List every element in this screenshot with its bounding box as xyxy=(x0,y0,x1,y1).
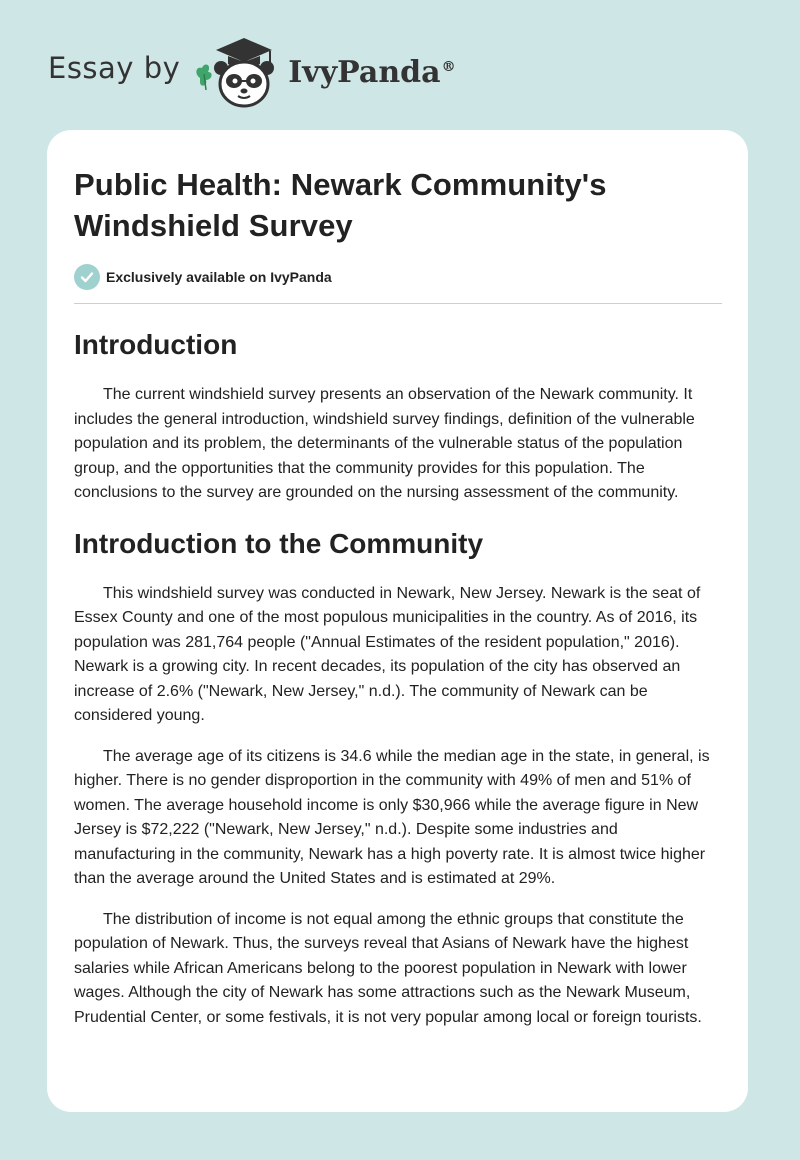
section-heading-introduction: Introduction xyxy=(74,329,238,360)
checkmark-circle-icon xyxy=(74,264,100,290)
paragraph: The distribution of income is not equal among the ethnic groups that constitute the population of Newark. Thus, the surveys reveal that Asians of Newark have the highest salaries while African Americans belong to the poorest population in Newark with lower wages. Although the city of Newark has some attractions such as the Newark Museum, Prudential Center, or some festivals, it is not very popular among local or foreign tourists. xyxy=(74,910,702,1026)
paragraph: The current windshield survey presents an observation of the Newark community. It includes the general introduction, windshield survey findings, definition of the vulnerable population and its problem, the determinants of the vulnerable status of the population group, and the opportunities that the community provides for this population. The conclusions to the survey are grounded on the nursing assessment of the community. xyxy=(74,386,695,501)
brand-logo[interactable] xyxy=(48,34,456,110)
ivy-leaf-icon xyxy=(197,65,212,90)
exclusive-badge xyxy=(74,263,722,290)
brand-name: IvyPanda® xyxy=(288,54,456,90)
paragraph: This windshield survey was conducted in Newark, New Jersey. Newark is the seat of Essex County and one of the most populous municipalities in the country. As of 2016, its population was 281,764 people ("Annual Estimates of the resident population," 2016). Newark is a growing city. In recent decades, its population of the city has observed an increase of 2.6% ("Newark, New Jersey," n.d.). The community of Newark can be considered young. xyxy=(74,584,701,724)
exclusive-label: Exclusively available on IvyPanda xyxy=(106,268,332,285)
panda-graduation-cap-icon xyxy=(194,34,284,110)
divider xyxy=(74,303,722,304)
brand-prefix: Essay by xyxy=(48,51,181,85)
page-title: Public Health: Newark Community's Windshield Survey xyxy=(74,167,607,243)
essay-card xyxy=(47,130,748,1112)
paragraph: The average age of its citizens is 34.6 while the median age in the state, in general, is higher. There is no gender disproportion in the community with 49% of men and 51% of women. The average household income is only $30,966 while the average figure in New Jersey is $72,222 ("Newark, New Jersey," n.d.). Despite some industries and manufacturing in the community, Newark has a high poverty rate. It is almost twice higher than the average around the United States and is estimated at 29%. xyxy=(74,747,710,887)
section-heading-community: Introduction to the Community xyxy=(74,527,484,559)
registered-mark: ® xyxy=(441,58,456,75)
